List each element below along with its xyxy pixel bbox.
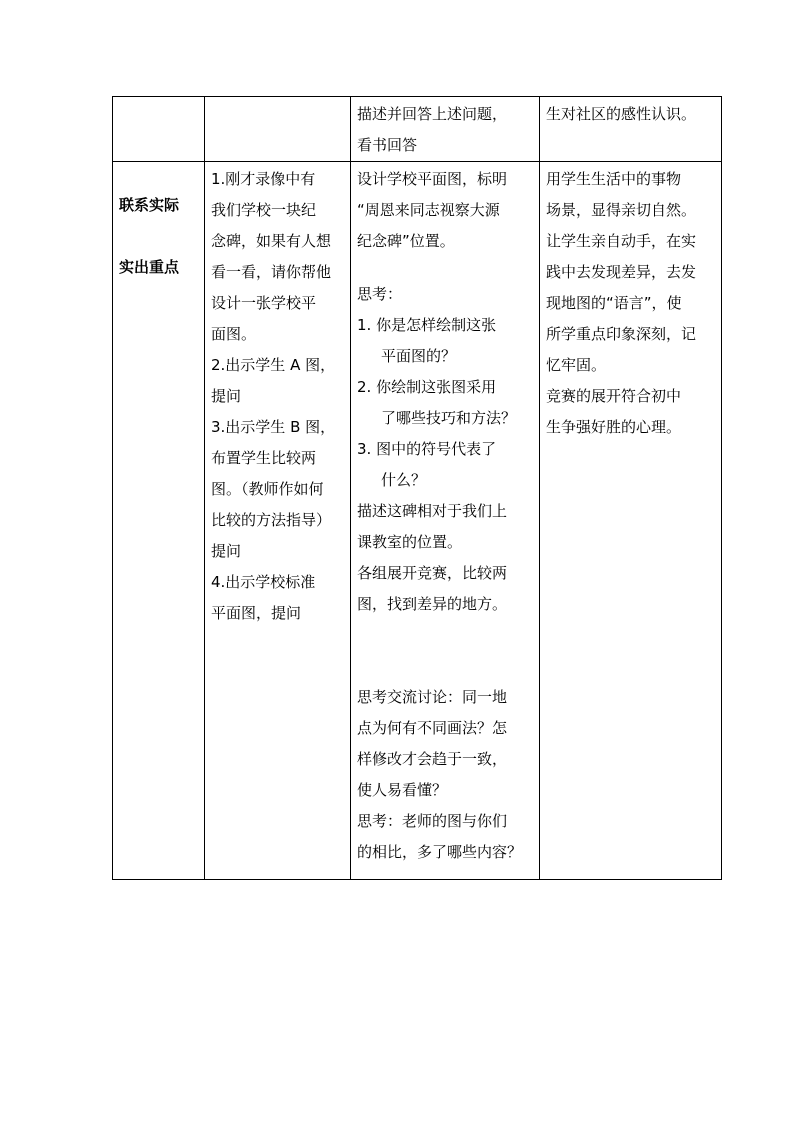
- text-line: 纪念碑”位置。: [357, 232, 455, 250]
- numbered-item: 1. 你是怎样绘制这张: [357, 316, 497, 334]
- text-line: 看书回答: [357, 136, 418, 154]
- text-line: 面图。: [211, 325, 257, 343]
- design-intent-cell: [540, 97, 722, 162]
- lesson-plan-table: [112, 96, 722, 880]
- numbered-item: 3. 图中的符号代表了: [357, 440, 497, 458]
- text-line: 所学重点印象深刻，记: [546, 325, 697, 343]
- table-row: [113, 97, 722, 162]
- text-line: “周恩来同志视察大源: [357, 201, 500, 219]
- text-line: 点为何有不同画法？怎: [357, 719, 508, 737]
- student-activity-cell: [351, 162, 540, 880]
- spacer: [357, 620, 536, 682]
- text-line: 我们学校一块纪: [211, 201, 317, 219]
- teacher-activity-cell: [205, 162, 351, 880]
- text-line: 使人易看懂？: [357, 781, 448, 799]
- text-line: 看一看，请你帮他: [211, 263, 332, 281]
- text-line: 描述这碑相对于我们上: [357, 502, 508, 520]
- text-line: 思考：: [357, 285, 403, 303]
- text-line: 1.刚才录像中有: [211, 170, 316, 188]
- stage-cell-empty: [113, 97, 205, 162]
- numbered-item: 2. 你绘制这张图采用: [357, 378, 497, 396]
- design-intent-cell: [540, 162, 722, 880]
- text-line: 念碑，如果有人想: [211, 232, 332, 250]
- stage-label: 实出重点: [119, 258, 180, 276]
- text-line: 4.出示学校标准: [211, 573, 316, 591]
- text-line: 平面图的？: [381, 347, 457, 365]
- teacher-activity-cell-empty: [205, 97, 351, 162]
- text-line: 图。（教师作如何: [211, 480, 324, 498]
- text-line: 践中去发现差异，去发: [546, 263, 697, 281]
- text-line: 设计一张学校平: [211, 294, 317, 312]
- text-line: 各组展开竞赛，比较两: [357, 564, 508, 582]
- text-line: 3.出示学生 B 图，: [211, 418, 336, 436]
- text-line: 什么？: [381, 471, 427, 489]
- text-line: 了哪些技巧和方法？: [381, 409, 517, 427]
- text-line: 描述并回答上述问题，: [357, 105, 508, 123]
- text-line: 课教室的位置。: [357, 533, 463, 551]
- text-line: 提问: [211, 542, 242, 560]
- text-line: 布置学生比较两: [211, 449, 317, 467]
- text-line: 用学生生活中的事物: [546, 170, 682, 188]
- text-line: 2.出示学生 A 图，: [211, 356, 336, 374]
- text-line: 现地图的“语言”，使: [546, 294, 682, 312]
- stage-label: 联系实际: [119, 196, 180, 214]
- spacer: [357, 257, 536, 279]
- text-line: 竞赛的展开符合初中: [546, 387, 682, 405]
- text-line: 生争强好胜的心理。: [546, 418, 682, 436]
- student-activity-cell: [351, 97, 540, 162]
- text-line: 生对社区的感性认识。: [546, 105, 697, 123]
- text-line: 的相比，多了哪些内容？: [357, 843, 523, 861]
- text-line: 思考交流讨论：同一地: [357, 688, 508, 706]
- text-line: 比较的方法指导）: [211, 511, 332, 529]
- text-line: 让学生亲自动手，在实: [546, 232, 697, 250]
- text-line: 图，找到差异的地方。: [357, 595, 508, 613]
- text-line: 样修改才会趋于一致，: [357, 750, 508, 768]
- table-row: [113, 162, 722, 880]
- text-line: 场景，显得亲切自然。: [546, 201, 697, 219]
- text-line: 思考：老师的图与你们: [357, 812, 508, 830]
- text-line: 忆牢固。: [546, 356, 607, 374]
- text-line: 设计学校平面图，标明: [357, 170, 508, 188]
- stage-cell: [113, 162, 205, 880]
- text-line: 平面图，提问: [211, 604, 302, 622]
- text-line: 提问: [211, 387, 242, 405]
